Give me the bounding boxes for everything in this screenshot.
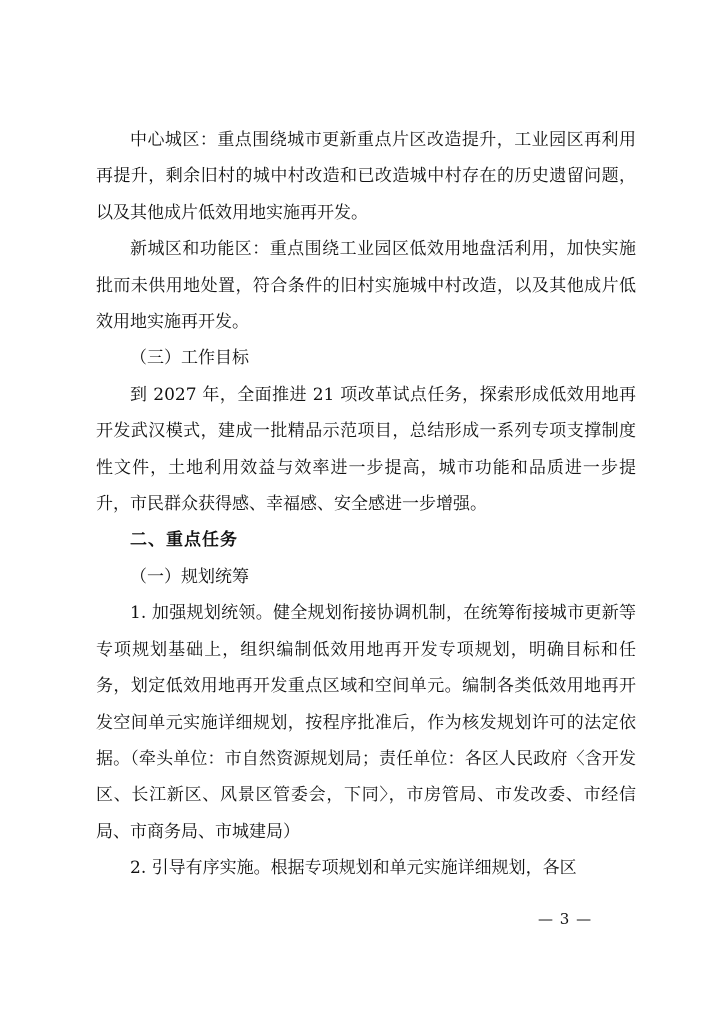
paragraph-central-district: 中心城区：重点围绕城市更新重点片区改造提升，工业园区再利用再提升，剩余旧村的城中村改造和已改造城中村存在的历史遗留问题，以及其他成片低效用地实施再开发。 [96, 130, 636, 223]
paragraph-task-2: 2. 引导有序实施。根据专项规划和单元实施详细规划，各区 [130, 858, 577, 879]
paragraph-task-1: 1. 加强规划统领。健全规划衔接协调机制，在统筹衔接城市更新等专项规划基础上，组织编制低效用地再开发专项规划，明确目标和任务，划定低效用地再开发重点区域和空间单元。编制各类低效用地再开发空间单元实施详细规划，按程序批准后，作为核发规划许可的法定依据。（牵头单位：市自然资源规划局；责任单位：各区人民政府〈含开发区、长江新区、风景区管委会，下同〉，市房管局、市发改委、市经信局、市商务局、市城建局） [96, 603, 636, 842]
paragraph-new-district: 新城区和功能区：重点围绕工业园区低效用地盘活利用，加快实施批而未供用地处置，符合条件的旧村实施城中村改造，以及其他成片低效用地实施再开发。 [96, 239, 636, 333]
page-number: — 3 — [538, 910, 593, 928]
paragraph-work-goals: 到 2027 年，全面推进 21 项改革试点任务，探索形成低效用地再开发武汉模式，建成一批精品示范项目，总结形成一系列专项支撑制度性文件，土地利用效益与效率进一步提高，城市功能和品质进一步提升，市民群众获得感、幸福感、安全感进一步增强。 [96, 384, 636, 515]
section-heading-key-tasks: 二、重点任务 [130, 530, 238, 551]
document-body [96, 122, 636, 887]
subheading-planning: （一）规划统筹 [130, 566, 249, 587]
subheading-work-goals: （三）工作目标 [130, 348, 249, 369]
